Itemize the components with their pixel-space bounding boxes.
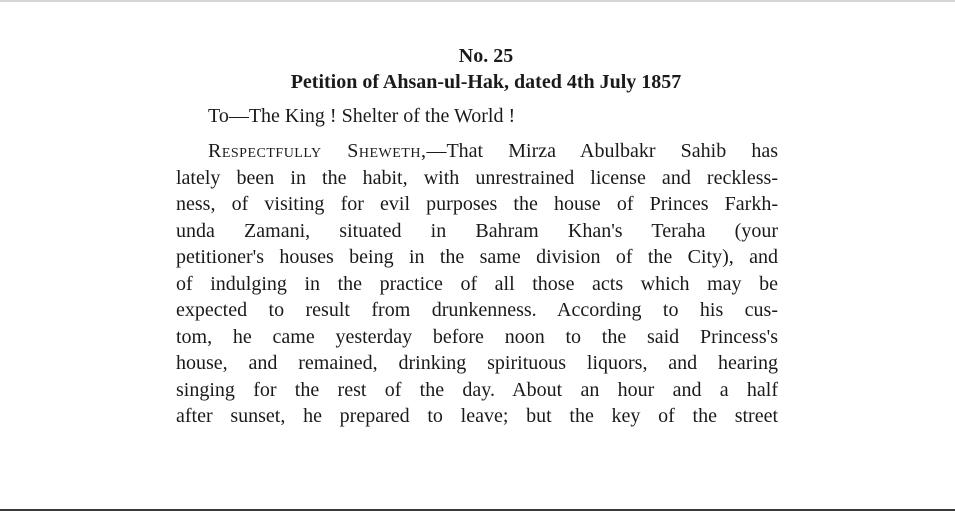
body-line: ness, of visiting for evil purposes the house of Princes Farkh- [176,193,778,215]
body-line: unda Zamani, situated in Bahram Khan's Teraha (your [176,219,778,242]
body-line: tom, he came yesterday before noon to the said Princess's [176,325,778,348]
body-line [176,138,778,165]
body-line: house, and remained, drinking spirituous liquors, and hearing [176,352,778,374]
document-page [176,44,778,430]
opening-rest: —That Mirza Abulbakr Sahib has [426,140,778,162]
body-line: lately been in the habit, with unrestrained license and reckless- [176,166,778,189]
body-line: of indulging in the practice of all those acts which may be [176,272,778,295]
document-number: No. 25 [458,45,514,67]
opening-smallcaps: Respectfully Sheweth, [208,140,427,162]
document-title: Petition of Ahsan-ul-Hak, dated 4th July 1857 [290,71,682,93]
top-border [0,0,955,2]
petition-body [176,138,778,430]
salutation: To—The King ! Shelter of the World ! [208,105,516,127]
body-line: expected to result from drunkenness. According to his cus- [176,299,778,321]
body-line: after sunset, he prepared to leave; but the key of the street [176,405,778,427]
body-line: singing for the rest of the day. About an hour and a half [176,378,778,401]
body-line: petitioner's houses being in the same division of the City), and [176,246,778,268]
